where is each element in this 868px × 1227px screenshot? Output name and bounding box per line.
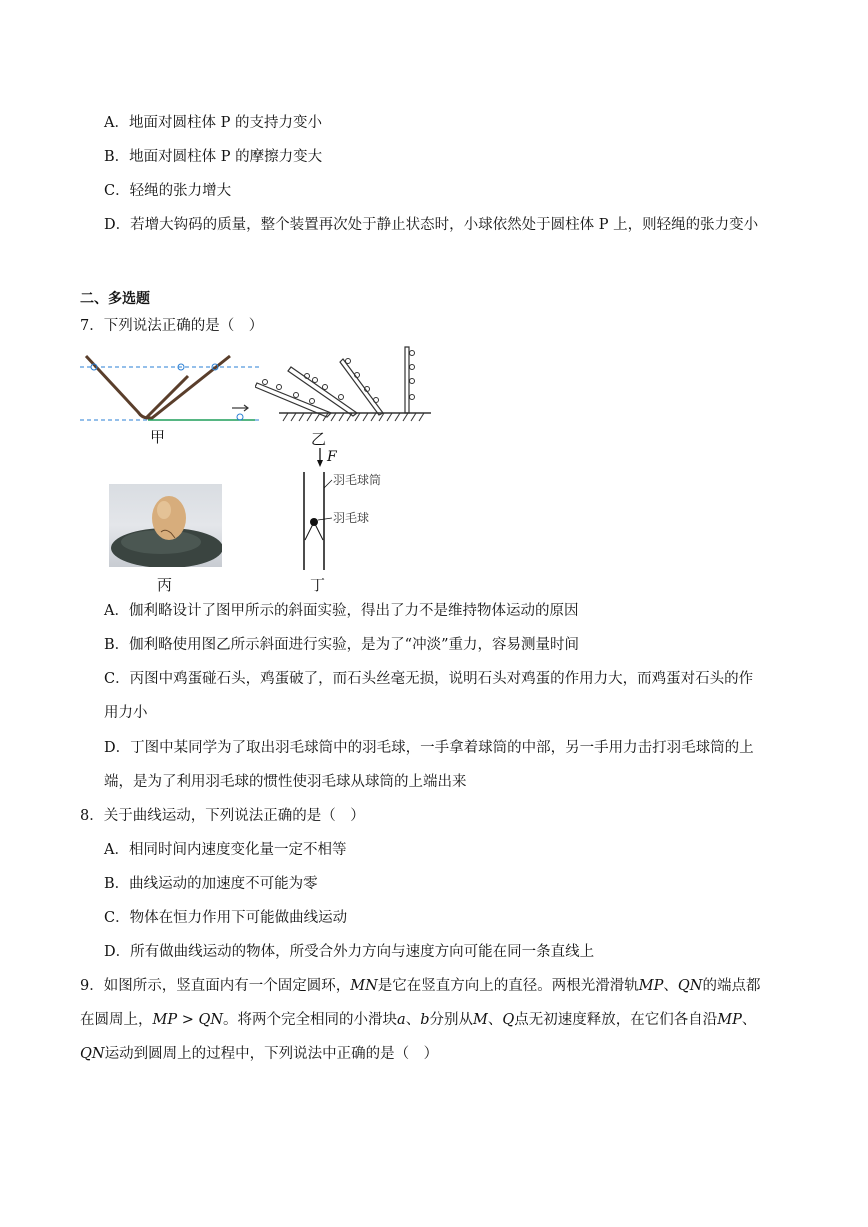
- figure-ding-force-label: F: [327, 449, 337, 465]
- figure-ding-label: 丁: [310, 576, 326, 594]
- q7-option-d: D．丁图中某同学为了取出羽毛球筒中的羽毛球，一手拿着球筒的中部，另一手用力击打羽毛球筒的上: [104, 740, 754, 756]
- q8-stem: 8．关于曲线运动，下列说法正确的是（ ）: [80, 808, 365, 824]
- figure-bing-label: 丙: [157, 576, 173, 594]
- q9-stem-line1: 9．如图所示，竖直面内有一个固定圆环，MN是它在竖直方向上的直径。两根光滑滑轨MP、QN的端点都: [80, 978, 761, 994]
- figure-jia-incline: [80, 350, 260, 425]
- figure-ding-ball-label: 羽毛球: [333, 511, 370, 525]
- figure-ding-tube-label: 羽毛球筒: [333, 473, 382, 487]
- q7-option-d-cont: 端，是为了利用羽毛球的惯性使羽毛球从球筒的上端出来: [104, 774, 467, 790]
- q9-stem-line3: QN运动到圆周上的过程中，下列说法中正确的是（ ）: [80, 1046, 439, 1062]
- egg-on-stone-illustration: [109, 484, 222, 567]
- figure-jia-label: 甲: [150, 428, 166, 446]
- q6-option-b: B．地面对圆柱体 P 的摩擦力变大: [104, 149, 323, 165]
- q7-option-c: C．丙图中鸡蛋碰石头，鸡蛋破了，而石头丝毫无损，说明石头对鸡蛋的作用力大，而鸡蛋对石头的作: [104, 671, 754, 687]
- q6-option-c: C．轻绳的张力增大: [104, 183, 232, 199]
- q8-option-b: B．曲线运动的加速度不可能为零: [104, 876, 318, 892]
- q6-option-d: D．若增大钩码的质量，整个装置再次处于静止状态时，小球依然处于圆柱体 P 上，则轻绳的张力变小: [104, 217, 759, 233]
- figure-bing-egg-photo: [109, 484, 222, 567]
- q7-option-c-cont: 用力小: [104, 705, 148, 721]
- q8-option-a: A．相同时间内速度变化量一定不相等: [104, 842, 347, 858]
- figure-yi-inclines: [255, 343, 435, 428]
- figure-yi-label: 乙: [311, 430, 327, 448]
- q9-stem-line2: 在圆周上，MP > QN。将两个完全相同的小滑块a、b分别从M、Q点无初速度释放，在它们各自沿MP、: [80, 1012, 757, 1028]
- q8-option-c: C．物体在恒力作用下可能做曲线运动: [104, 910, 348, 926]
- q7-stem: 7．下列说法正确的是（ ）: [80, 318, 264, 334]
- q7-option-a: A．伽利略设计了图甲所示的斜面实验，得出了力不是维持物体运动的原因: [104, 603, 579, 619]
- q6-option-a: A．地面对圆柱体 P 的支持力变小: [104, 115, 322, 131]
- section-title: 二、多选题: [80, 291, 150, 307]
- q7-option-b: B．伽利略使用图乙所示斜面进行实验，是为了“冲淡”重力，容易测量时间: [104, 637, 579, 653]
- q8-option-d: D．所有做曲线运动的物体，所受合外力方向与速度方向可能在同一条直线上: [104, 944, 595, 960]
